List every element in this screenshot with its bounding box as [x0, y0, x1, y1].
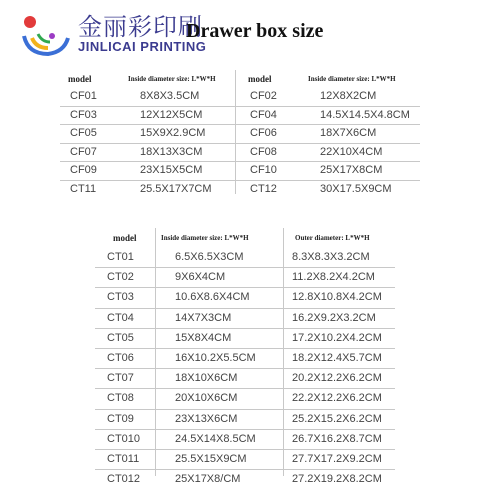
brand-name-cn: 金丽彩印刷 — [78, 13, 203, 41]
outer-size-cell: 27.2X19.2X8.2CM — [292, 473, 382, 486]
outer-size-cell: 11.2X8.2X4.2CM — [292, 271, 375, 284]
header-outer-size: Outer diameter: L*W*H — [295, 234, 370, 242]
table-row — [95, 430, 395, 450]
table-row — [95, 389, 395, 409]
model-cell: CF05 — [70, 127, 97, 140]
model-cell: CT07 — [107, 372, 134, 385]
model-cell: CT05 — [107, 331, 134, 344]
model-cell: CF03 — [70, 108, 97, 121]
outer-size-cell: 12.8X10.8X4.2CM — [292, 291, 382, 304]
logo-icon — [18, 12, 72, 58]
table-row — [60, 88, 240, 107]
table-row — [95, 309, 395, 329]
table-row — [240, 125, 420, 144]
header-inside-size: Inside diameter size: L*W*H — [128, 75, 216, 83]
inside-size-cell: 15X8X4CM — [175, 331, 232, 344]
drawer-size-table-bottom — [95, 228, 395, 489]
inside-size-cell: 16X10.2X5.5CM — [175, 351, 256, 364]
inside-size-cell: 25.5X17X7CM — [140, 182, 212, 195]
header-inside-size: Inside diameter size: L*W*H — [161, 234, 249, 242]
inside-size-cell: 10.6X8.6X4CM — [175, 291, 250, 304]
table-row — [240, 88, 420, 107]
inside-size-cell: 23X15X5CM — [140, 164, 203, 177]
model-cell: CT09 — [107, 412, 134, 425]
inside-size-cell: 18X10X6CM — [175, 372, 238, 385]
inside-size-cell: 9X6X4CM — [175, 271, 226, 284]
table-row — [95, 450, 395, 470]
model-cell: CF10 — [250, 164, 277, 177]
table-row — [60, 107, 240, 126]
inside-size-cell: 25X17X8/CM — [175, 473, 241, 486]
table-row — [95, 410, 395, 430]
model-cell: CF07 — [70, 145, 97, 158]
page-title: Drawer box size — [186, 20, 324, 42]
model-cell: CT02 — [107, 271, 134, 284]
header-model: model — [248, 74, 272, 84]
model-cell: CT12 — [250, 182, 277, 195]
inside-size-cell: 30X17.5X9CM — [320, 182, 392, 195]
model-cell: CT011 — [107, 452, 140, 465]
inside-size-cell: 6.5X6.5X3CM — [175, 251, 244, 263]
inside-size-cell: 25.5X15X9CM — [175, 452, 247, 465]
table-row — [60, 162, 240, 181]
table-row — [95, 349, 395, 369]
header-model: model — [68, 74, 92, 84]
inside-size-cell: 12X12X5CM — [140, 108, 203, 121]
model-cell: CF08 — [250, 145, 277, 158]
inside-size-cell: 12X8X2CM — [320, 90, 377, 102]
inside-size-cell: 14X7X3CM — [175, 311, 232, 324]
inside-size-cell: 18X13X3CM — [140, 145, 203, 158]
inside-size-cell: 8X8X3.5CM — [140, 90, 200, 102]
table-column-left — [60, 70, 240, 199]
model-cell: CF04 — [250, 108, 277, 121]
model-cell: CT11 — [70, 182, 97, 195]
model-cell: CF09 — [70, 164, 97, 177]
outer-size-cell: 20.2X12.2X6.2CM — [292, 372, 382, 385]
model-cell: CT06 — [107, 351, 134, 364]
table-header — [240, 70, 420, 88]
model-cell: CF06 — [250, 127, 277, 140]
table-row — [95, 268, 395, 288]
table-row — [95, 369, 395, 389]
outer-size-cell: 8.3X8.3X3.2CM — [292, 251, 370, 263]
table-row — [95, 248, 395, 268]
model-cell: CT01 — [107, 251, 134, 263]
table-row — [60, 125, 240, 144]
model-cell: CF01 — [70, 90, 97, 102]
header-model: model — [113, 233, 137, 243]
outer-size-cell: 17.2X10.2X4.2CM — [292, 331, 382, 344]
inside-size-cell: 25X17X8CM — [320, 164, 383, 177]
table-header — [60, 70, 240, 88]
table-row — [60, 181, 240, 199]
header-inside-size: Inside diameter size: L*W*H — [308, 75, 396, 83]
inside-size-cell: 23X13X6CM — [175, 412, 238, 425]
table-row — [95, 288, 395, 308]
inside-size-cell: 24.5X14X8.5CM — [175, 432, 256, 445]
table-row — [60, 144, 240, 163]
outer-size-cell: 26.7X16.2X8.7CM — [292, 432, 382, 445]
inside-size-cell: 18X7X6CM — [320, 127, 377, 140]
model-cell: CF02 — [250, 90, 277, 102]
inside-size-cell: 15X9X2.9CM — [140, 127, 206, 140]
brand-name-en: JINLICAI PRINTING — [78, 39, 207, 54]
table-column-right — [240, 70, 420, 199]
outer-size-cell: 25.2X15.2X6.2CM — [292, 412, 382, 425]
outer-size-cell: 18.2X12.4X5.7CM — [292, 351, 382, 364]
table-row — [240, 107, 420, 126]
table-row — [240, 144, 420, 163]
outer-size-cell: 22.2X12.2X6.2CM — [292, 392, 382, 405]
table-row — [240, 181, 420, 199]
inside-size-cell: 14.5X14.5X4.8CM — [320, 108, 410, 121]
inside-size-cell: 22X10X4CM — [320, 145, 383, 158]
model-cell: CT04 — [107, 311, 134, 324]
outer-size-cell: 27.7X17.2X9.2CM — [292, 452, 382, 465]
table-header — [95, 228, 395, 248]
model-cell: CT012 — [107, 473, 141, 486]
table-row — [95, 329, 395, 349]
outer-size-cell: 16.2X9.2X3.2CM — [292, 311, 376, 324]
header — [18, 8, 468, 60]
inside-size-cell: 20X10X6CM — [175, 392, 238, 405]
model-cell: CT08 — [107, 392, 134, 405]
model-cell: CT03 — [107, 291, 134, 304]
table-row — [240, 162, 420, 181]
model-cell: CT010 — [107, 432, 141, 445]
